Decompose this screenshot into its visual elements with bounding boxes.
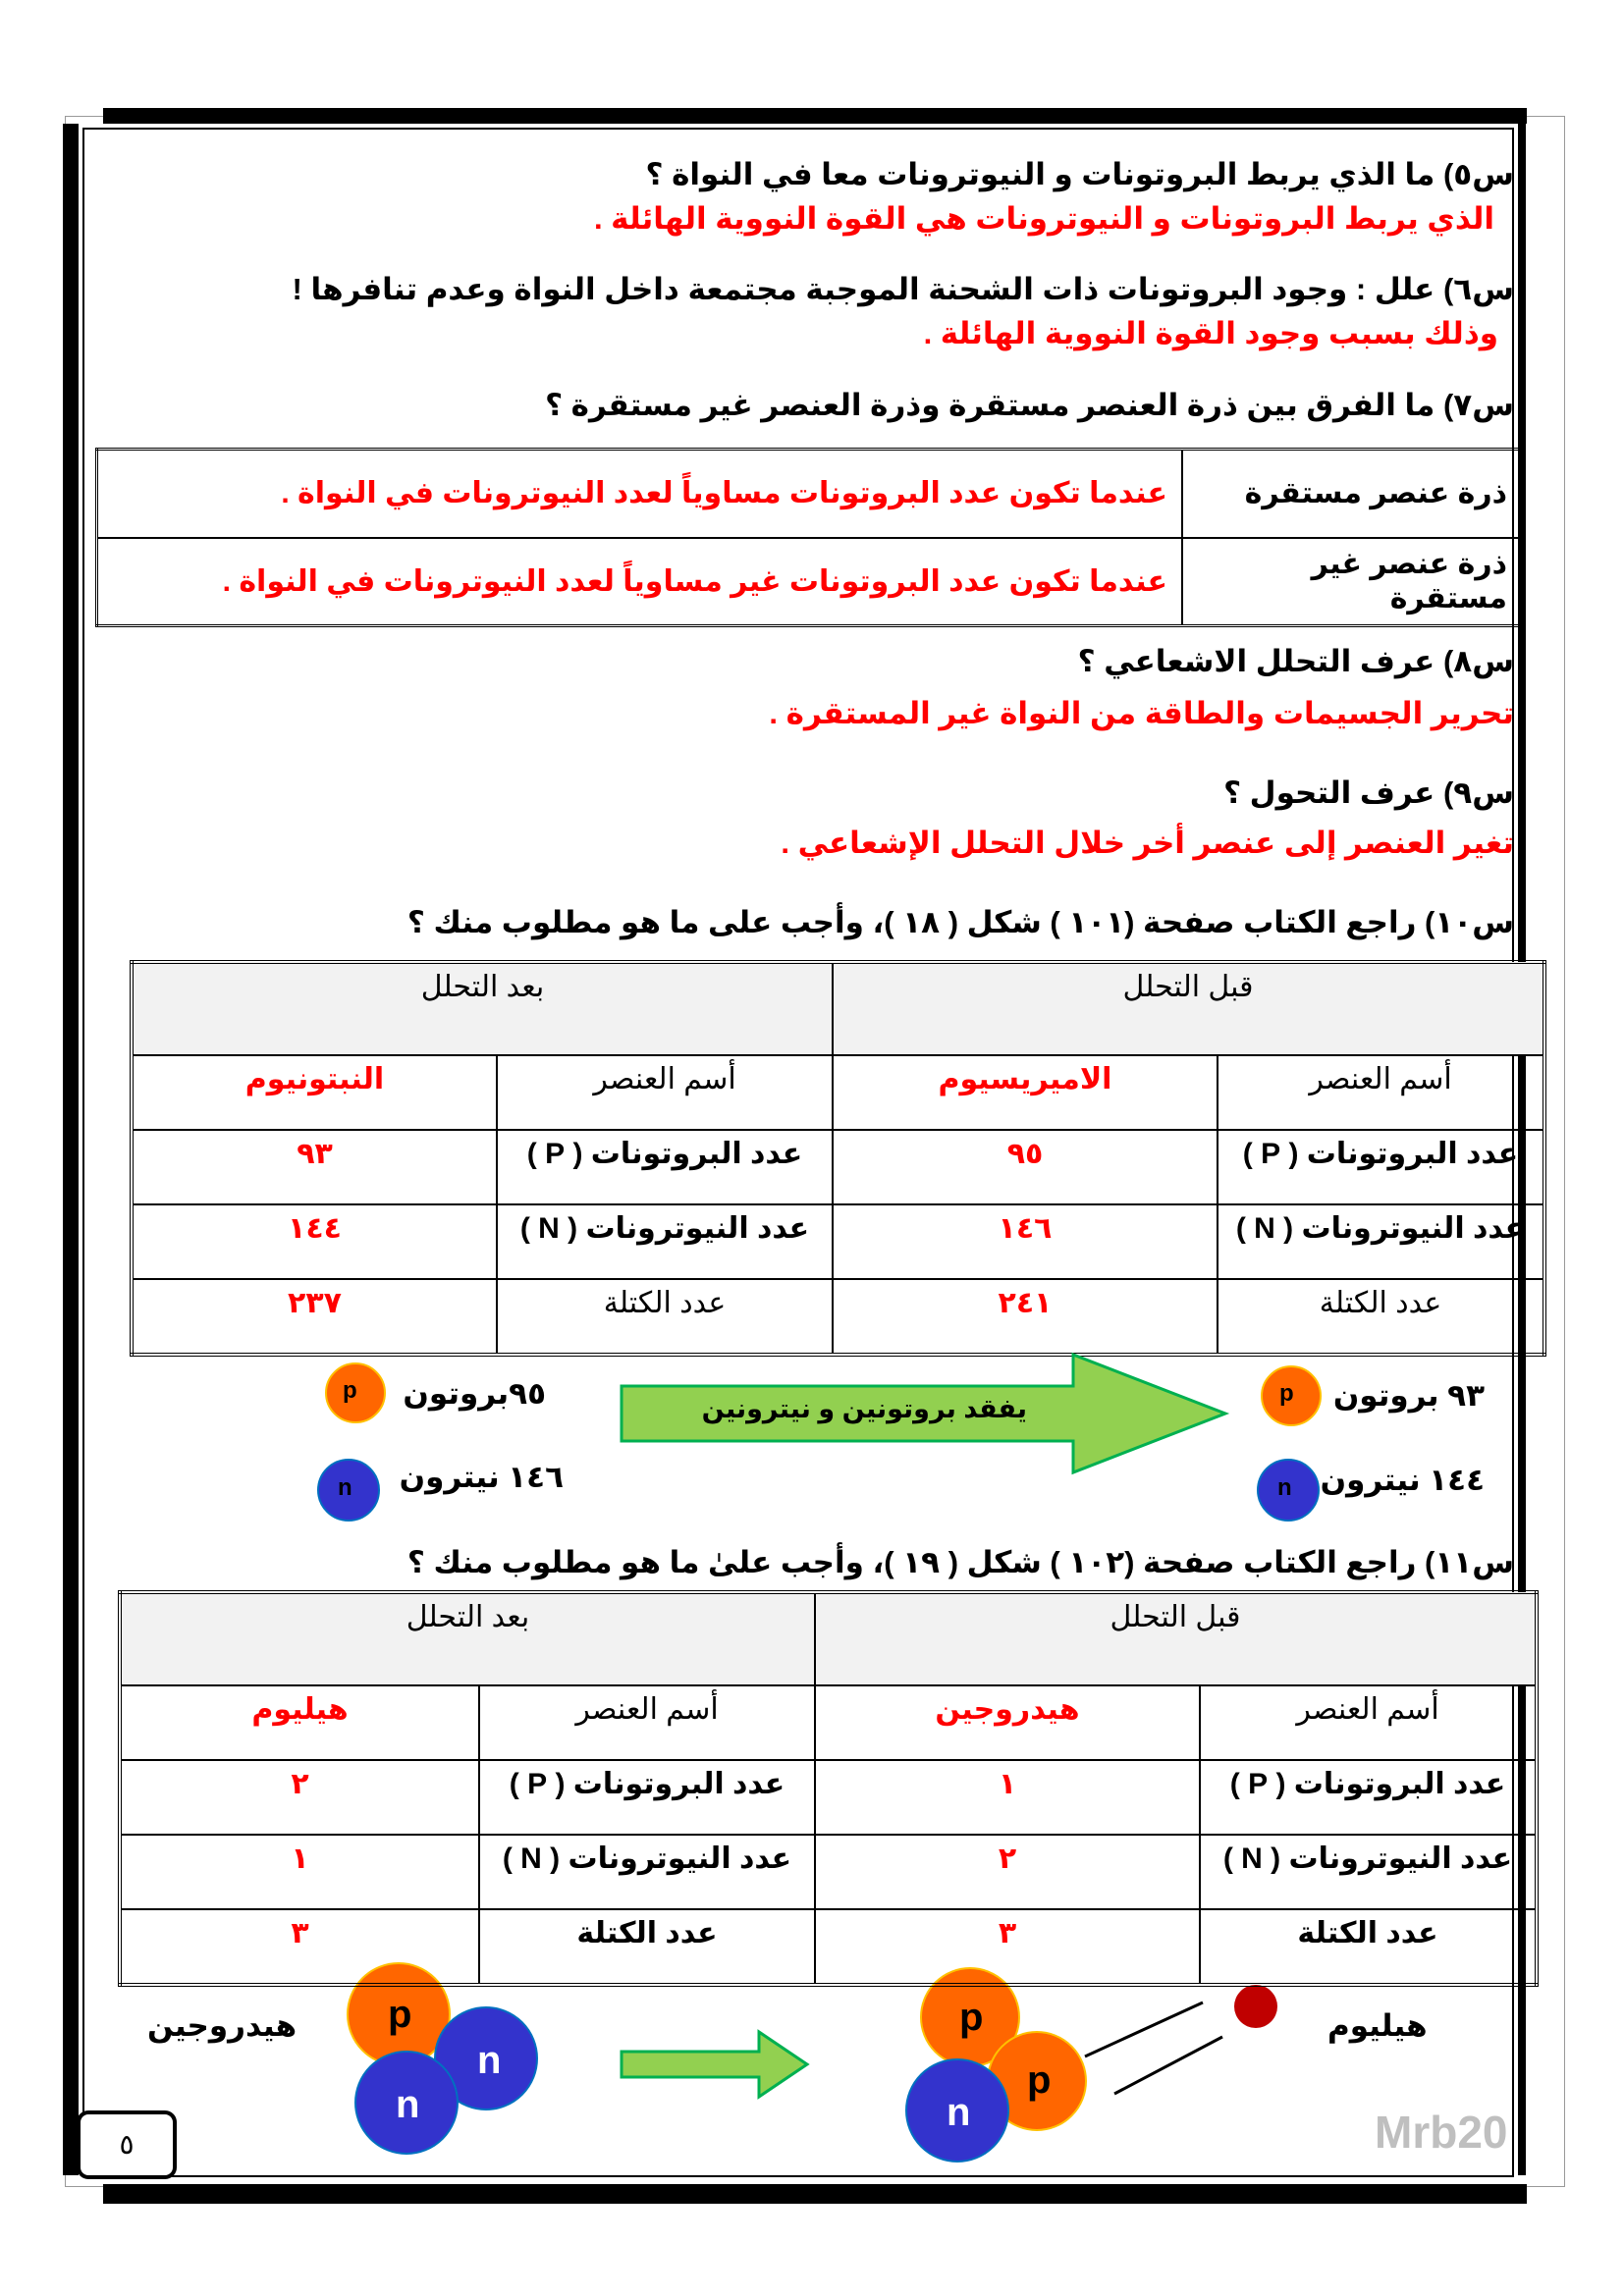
q6-answer: وذلك بسبب وجود القوة النووية الهائلة . <box>923 316 1498 350</box>
label-mass-number: عدد الكتلة <box>1200 1909 1537 1985</box>
table-row <box>120 1909 1537 1985</box>
neutron-symbol: n <box>338 1474 352 1501</box>
label-neutrons: عدد النيوترونات ( N ) <box>479 1835 815 1909</box>
q5-question: س٥) ما الذي يربط البروتونات و النيوترونات معا في النواة ؟ <box>645 157 1514 191</box>
after-neutrons-count: ١٤٦ نيترون <box>399 1460 564 1494</box>
before-value: هيدروجين <box>815 1685 1200 1760</box>
proton-symbol: p <box>388 1993 412 2036</box>
label-protons: عدد البروتونات ( P ) <box>1200 1760 1537 1835</box>
after-value: ٣ <box>120 1909 479 1985</box>
before-decay-header: قبل التحلل <box>815 1592 1537 1685</box>
arrow-label: يفقد بروتونين و نيترونين <box>701 1394 1027 1423</box>
label-neutrons: عدد النيوترونات ( N ) <box>1200 1835 1537 1909</box>
after-value: النبتونيوم <box>132 1055 497 1130</box>
neutron-symbol: n <box>1277 1474 1292 1501</box>
hydrogen-label: هيدروجين <box>147 2008 298 2043</box>
q11-decay-table <box>118 1590 1539 1987</box>
table-row <box>120 1835 1537 1909</box>
before-value: ٣ <box>815 1909 1200 1985</box>
after-value: ٩٣ <box>132 1130 497 1204</box>
label-protons: عدد البروتونات ( P ) <box>497 1130 833 1204</box>
q11-question: س١١) راجع الكتاب صفحة (١٠٢ ) شكل ( ١٩ )، وأجب علىٰ ما هو مطلوب منك ؟ <box>406 1545 1514 1579</box>
q6-question: س٦) علل : وجود البروتونات ذات الشحنة الموجبة مجتمعة داخل النواة وعدم تنافرها ! <box>292 272 1514 306</box>
before-value: ٩٥ <box>833 1130 1218 1204</box>
q8-question: س٨) عرف التحلل الاشعاعي ؟ <box>1077 644 1514 678</box>
q9-answer: تغير العنصر إلى عنصر أخر خلال التحلل الإشعاعي . <box>781 826 1514 860</box>
before-value: ١٤٦ <box>833 1204 1218 1279</box>
q8-answer: تحرير الجسيمات والطاقة من النواة غير المستقرة . <box>769 696 1514 730</box>
q10-question: س١٠) راجع الكتاب صفحة (١٠١ ) شكل ( ١٨ )، وأجب على ما هو مطلوب منك ؟ <box>406 905 1514 939</box>
unstable-atom-label: ذرة عنصر غير مستقرة <box>1182 538 1523 626</box>
motion-line <box>1085 2002 1203 2056</box>
after-decay-header: بعد التحلل <box>120 1592 815 1685</box>
after-decay-header: بعد التحلل <box>132 962 833 1055</box>
proton-symbol: p <box>1027 2058 1052 2102</box>
neutron-symbol: n <box>396 2083 420 2126</box>
q7-question: س٧) ما الفرق بين ذرة العنصر مستقرة وذرة العنصر غير مستقرة ؟ <box>545 388 1514 422</box>
after-value: هيليوم <box>120 1685 479 1760</box>
table-row <box>120 1685 1537 1760</box>
label-protons: عدد البروتونات ( P ) <box>1218 1130 1544 1204</box>
page-number: ٥ <box>77 2110 177 2179</box>
table-header-row <box>120 1592 1537 1685</box>
electron-icon <box>1234 1985 1277 2028</box>
label-element-name: أسم العنصر <box>497 1055 833 1130</box>
before-value: الاميريسيوم <box>833 1055 1218 1130</box>
label-mass-number: عدد الكتلة <box>479 1909 815 1985</box>
after-value: ٢٣٧ <box>132 1279 497 1355</box>
watermark: Mrb20 <box>1375 2107 1508 2158</box>
stable-atom-definition: عندما تكون عدد البروتونات مساوياً لعدد النيوترونات في النواة . <box>97 450 1183 538</box>
motion-line <box>1114 2037 1222 2094</box>
before-decay-header: قبل التحلل <box>833 962 1544 1055</box>
before-value: ٢٤١ <box>833 1279 1218 1355</box>
before-protons-count: ٩٣ بروتون <box>1332 1378 1485 1413</box>
table-row <box>120 1760 1537 1835</box>
neutron-symbol: n <box>477 2039 502 2082</box>
label-neutrons: عدد النيوترونات ( N ) <box>1218 1204 1544 1279</box>
label-mass-number: عدد الكتلة <box>1218 1279 1544 1355</box>
before-value: ٢ <box>815 1835 1200 1909</box>
label-element-name: أسم العنصر <box>1218 1055 1544 1130</box>
before-neutrons-count: ١٤٤ نيترون <box>1320 1463 1485 1497</box>
helium-label: هيليوم <box>1327 2008 1428 2043</box>
proton-symbol: p <box>343 1377 357 1404</box>
stable-atom-label: ذرة عنصر مستقرة <box>1182 450 1523 538</box>
after-protons-count: ٩٥بروتون <box>403 1376 546 1411</box>
after-value: ١٤٤ <box>132 1204 497 1279</box>
reaction-arrow <box>622 2032 807 2097</box>
label-mass-number: عدد الكتلة <box>497 1279 833 1355</box>
q5-answer: الذي يربط البروتونات و النيوترونات هي القوة النووية الهائلة . <box>593 201 1494 236</box>
unstable-atom-definition: عندما تكون عدد البروتونات غير مساوياً لعدد النيوترونات في النواة . <box>97 538 1183 626</box>
proton-symbol: p <box>1279 1380 1294 1407</box>
before-value: ١ <box>815 1760 1200 1835</box>
label-neutrons: عدد النيوترونات ( N ) <box>497 1204 833 1279</box>
label-element-name: أسم العنصر <box>479 1685 815 1760</box>
after-value: ٢ <box>120 1760 479 1835</box>
label-protons: عدد البروتونات ( P ) <box>479 1760 815 1835</box>
label-element-name: أسم العنصر <box>1200 1685 1537 1760</box>
q9-question: س٩) عرف التحول ؟ <box>1223 775 1514 810</box>
after-value: ١ <box>120 1835 479 1909</box>
neutron-symbol: n <box>947 2091 971 2134</box>
proton-symbol: p <box>959 1996 984 2039</box>
